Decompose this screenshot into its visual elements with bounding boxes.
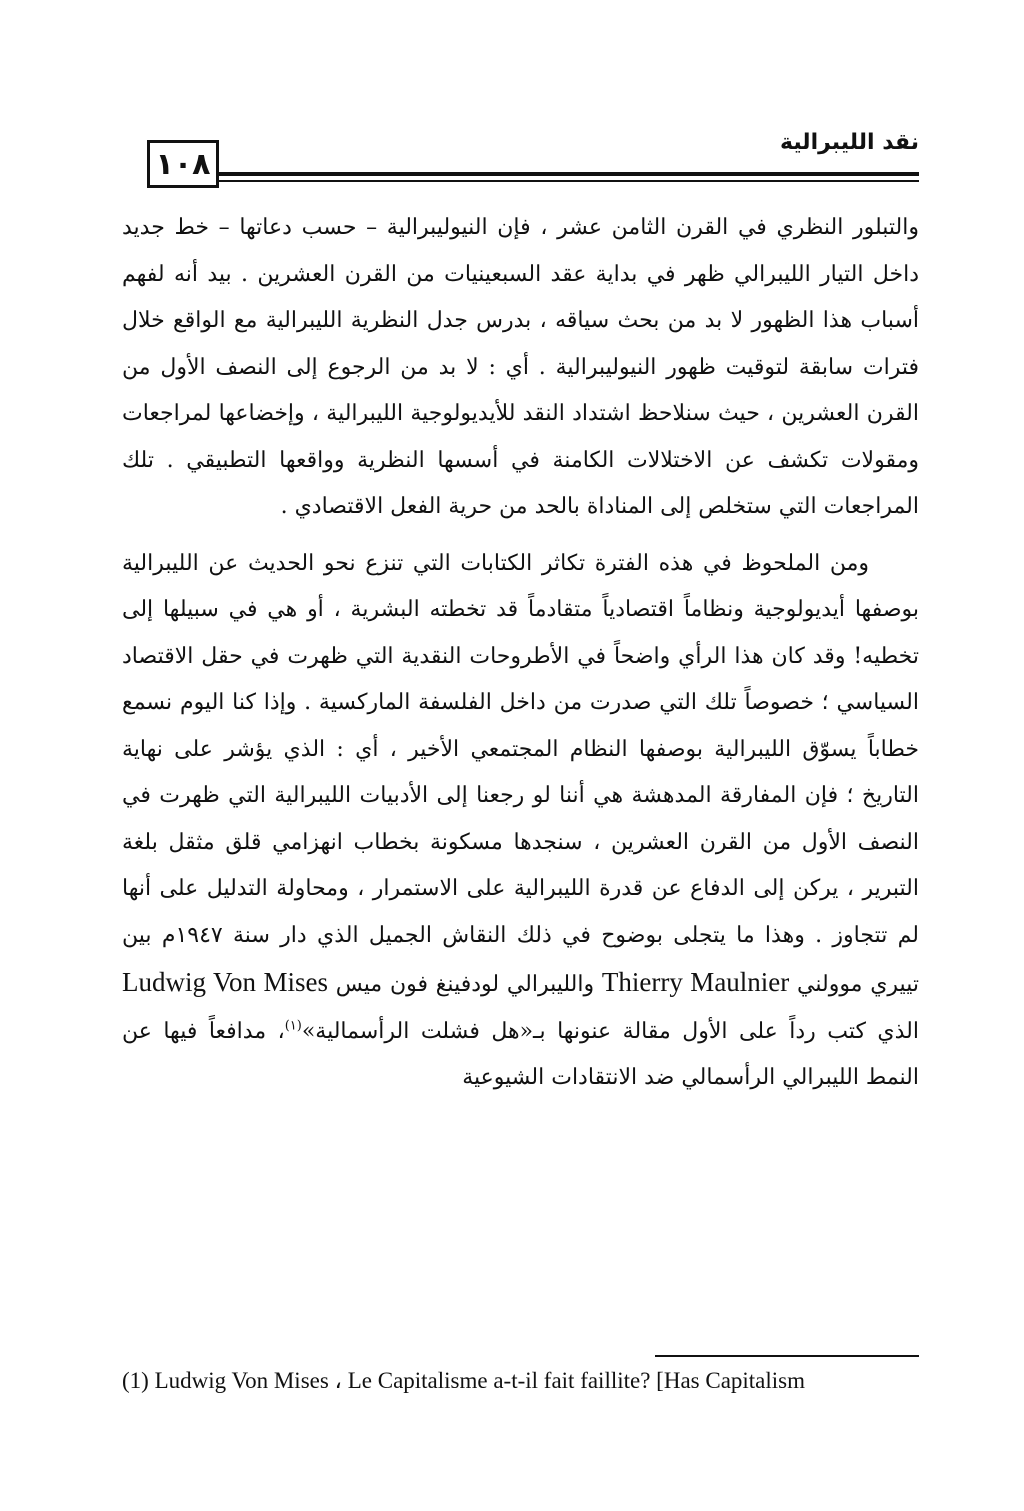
- running-title: نقد الليبرالية: [779, 130, 919, 155]
- paragraph-2-part-4: ، مدافعاً فيها عن النمط الليبرالي الرأسمالي ضد الانتقادات الشيوعية: [122, 1018, 919, 1090]
- body-text: [122, 205, 919, 1102]
- page-number: ١٠٨: [147, 140, 219, 188]
- footnote-rule: [655, 1355, 919, 1357]
- paragraph-2-part-1: ومن الملحوظ في هذه الفترة تكاثر الكتابات التي تنزع نحو الحديث عن الليبرالية بوصفها أيديولوجية ونظاماً اقتصادياً متقادماً قد تخطته البشرية ، أو هي في سبيلها إلى تخطيه! وقد كان هذا الرأي واضحاً في الأطروحات النقدية التي ظهرت في حقل الاقتصاد السياسي ؛ خصوصاً تلك التي صدرت من داخل الفلسفة الماركسية . وإذا كنا اليوم نسمع خطاباً يسوّق الليبرالية بوصفها النظام المجتمعي الأخير ، أي : الذي يؤشر على نهاية التاريخ ؛ فإن المفارقة المدهشة هي أننا لو رجعنا إلى الأدبيات الليبرالية التي ظهرت في النصف الأول من القرن العشرين ، سنجدها مسكونة بخطاب انهزامي قلق مثقل بلغة التبرير ، يركن إلى الدفاع عن قدرة الليبرالية على الاستمرار ، ومحاولة التدليل على أنها لم تتجاوز . وهذا ما يتجلى بوضوح في ذلك النقاش الجميل الذي دار سنة ١٩٤٧م بين تييري موولني: [122, 550, 919, 997]
- paragraph-2: [122, 541, 919, 1102]
- paragraph-1: والتبلور النظري في القرن الثامن عشر ، فإن النيوليبرالية – حسب دعاتها – خط جديد داخل التيار الليبرالي ظهر في بداية عقد السبعينيات من القرن العشرين . بيد أنه لفهم أسباب هذا الظهور لا بد من بحث سياقه ، بدرس جدل النظرية الليبرالية مع الواقع خلال فترات سابقة لتوقيت ظهور النيوليبرالية . أي : لا بد من الرجوع إلى النصف الأول من القرن العشرين ، حيث سنلاحظ اشتداد النقد للأيديولوجية الليبرالية ، وإخضاعها لمراجعات ومقولات تكشف عن الاختلالات الكامنة في أسسها النظرية وواقعها التطبيقي . تلك المراجعات التي ستخلص إلى المناداة بالحد من حرية الفعل الاقتصادي .: [122, 215, 919, 519]
- paragraph-2-part-2: والليبرالي لودفينغ فون ميس: [335, 972, 595, 997]
- latin-name-ludwig-von-mises: Ludwig Von Mises: [122, 967, 329, 997]
- footnote-marker[interactable]: (١): [284, 1018, 302, 1034]
- paragraph-2-part-3: الذي كتب رداً على الأول مقالة عنونها بـ«هل فشلت الرأسمالية»: [301, 1018, 919, 1044]
- latin-name-thierry-maulnier: Thierry Maulnier: [601, 967, 790, 997]
- footnote-text: (1) Ludwig Von Mises ، Le Capitalisme a-t-il fait faillite? [Has Capitalism: [122, 1368, 806, 1393]
- header-rule-thick: [147, 172, 919, 176]
- header-rule-thin: [147, 180, 919, 182]
